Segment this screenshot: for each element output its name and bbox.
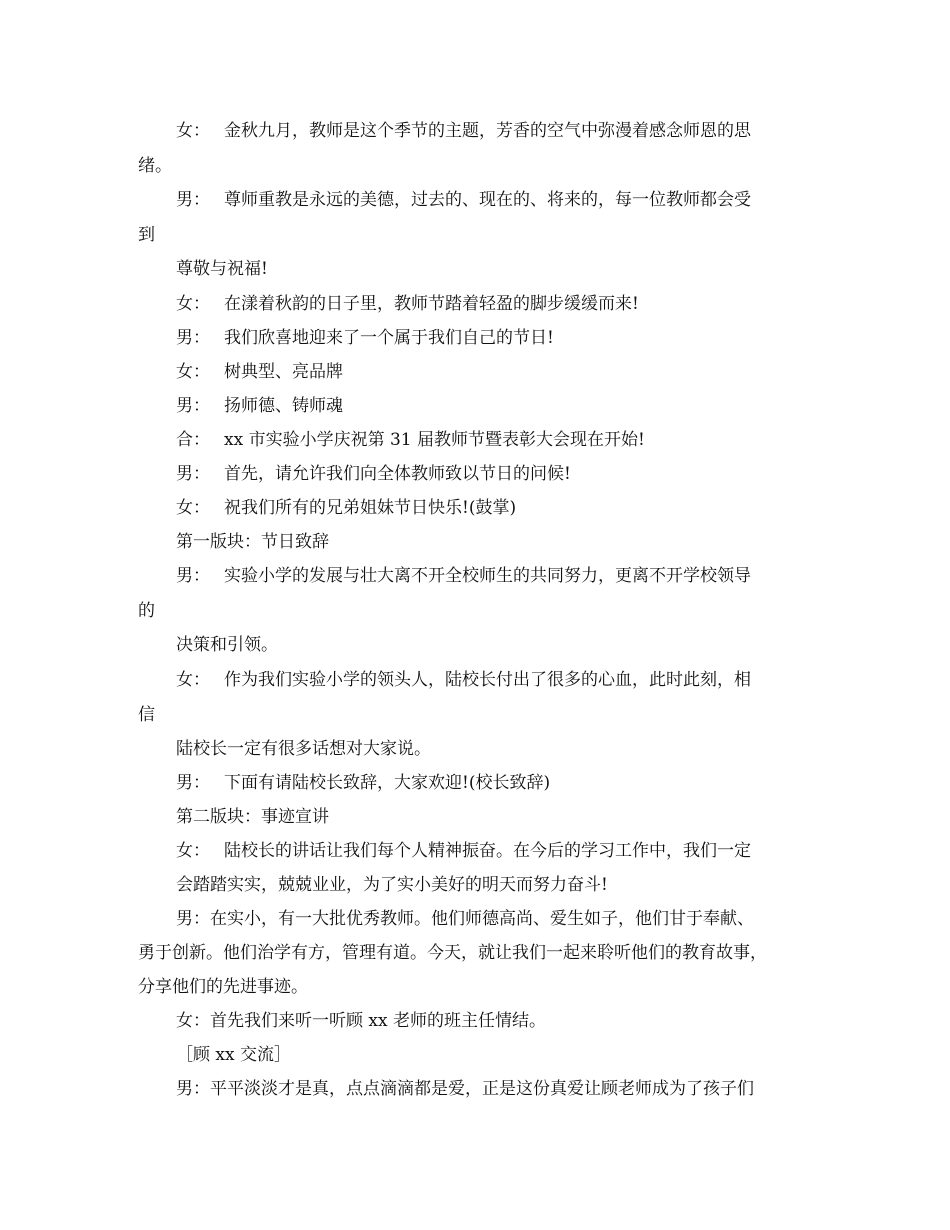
line-text: 男：平平淡淡才是真，点点滴滴都是爱，正是这份真爱让顾老师成为了孩子们 (176, 1079, 754, 1099)
dialogue-line (176, 189, 751, 211)
line-text: 尊敬与祝福! (176, 259, 268, 279)
line-text: 到 (138, 225, 155, 245)
line-text: 男：在实小，有一大批优秀教师。他们师德高尚、爱生如子，他们甘于奉献、 (176, 909, 754, 929)
section-heading (176, 531, 329, 553)
speaker-label: 男： (176, 328, 210, 348)
dialogue-line (176, 120, 751, 142)
line-text: 尊师重教是永远的美德，过去的、现在的、将来的，每一位教师都会受 (224, 190, 751, 210)
section-heading (176, 806, 329, 828)
dialogue-line (176, 772, 550, 794)
line-text: 陆校长的讲话让我们每个人精神振奋。在今后的学习工作中，我们一定 (224, 841, 751, 861)
line-text: 信 (138, 705, 155, 725)
dialogue-line (176, 293, 639, 315)
continuation-line (138, 704, 155, 726)
continuation-line (138, 155, 172, 177)
speaker-label: 女： (176, 498, 210, 518)
line-text: 下面有请陆校长致辞，大家欢迎!(校长致辞) (224, 773, 551, 793)
continuation-line (138, 224, 155, 246)
line-text: 决策和引领。 (176, 635, 278, 655)
speaker-label: 女： (176, 841, 210, 861)
continuation-line (176, 874, 608, 896)
line-text: xx 市实验小学庆祝第 31 届教师节暨表彰大会现在开始! (224, 430, 645, 450)
speaker-label: 女： (176, 121, 210, 141)
line-text: 绪。 (138, 156, 172, 176)
line-text: 分享他们的先进事迹。 (138, 977, 308, 997)
speaker-label: 男： (176, 566, 210, 586)
dialogue-line (176, 361, 343, 383)
speaker-label: 男： (176, 396, 210, 416)
speaker-label: 男： (176, 190, 210, 210)
line-text: 我们欣喜地迎来了一个属于我们自己的节日! (224, 328, 554, 348)
line-text: 首先，请允许我们向全体教师致以节日的问候! (224, 464, 571, 484)
dialogue-line (176, 497, 516, 519)
paragraph-line (176, 1010, 546, 1032)
paragraph-line (138, 976, 308, 998)
dialogue-line (176, 565, 751, 587)
line-text: 的 (138, 601, 155, 621)
dialogue-line (176, 395, 343, 417)
line-text: 陆校长一定有很多话想对大家说。 (176, 739, 431, 759)
line-text: 第一版块：节日致辞 (176, 532, 329, 552)
paragraph-line (176, 1078, 754, 1100)
line-text: 在漾着秋韵的日子里，教师节踏着轻盈的脚步缓缓而来! (224, 294, 639, 314)
line-text: 树典型、亮品牌 (224, 362, 343, 382)
line-text: 会踏踏实实，兢兢业业，为了实小美好的明天而努力奋斗! (176, 875, 608, 895)
dialogue-line (176, 463, 571, 485)
dialogue-line (176, 327, 554, 349)
dialogue-line (176, 840, 751, 862)
speaker-label: 男： (176, 464, 210, 484)
line-text: 祝我们所有的兄弟姐妹节日快乐!(鼓掌) (224, 498, 517, 518)
paragraph-line (176, 908, 754, 930)
speaker-label: 女： (176, 670, 210, 690)
stage-direction (176, 1044, 291, 1066)
continuation-line (176, 738, 431, 760)
line-text: 第二版块：事迹宣讲 (176, 807, 329, 827)
speaker-label: 女： (176, 294, 210, 314)
line-text: 扬师德、铸师魂 (224, 396, 343, 416)
continuation-line (138, 600, 155, 622)
speaker-label: 合： (176, 430, 210, 450)
line-text: 作为我们实验小学的领头人，陆校长付出了很多的心血，此时此刻，相 (224, 670, 751, 690)
line-text: 金秋九月，教师是这个季节的主题，芳香的空气中弥漫着感念师恩的思 (224, 121, 751, 141)
dialogue-line (176, 429, 645, 451)
line-text: 勇于创新。他们治学有方，管理有道。今天，就让我们一起来聆听他们的教育故事， (138, 943, 767, 963)
speaker-label: 女： (176, 362, 210, 382)
line-text: 女：首先我们来听一听顾 xx 老师的班主任情结。 (176, 1011, 546, 1031)
continuation-line (176, 634, 278, 656)
speaker-label: 男： (176, 773, 210, 793)
dialogue-line (176, 669, 751, 691)
continuation-line (176, 258, 268, 280)
paragraph-line (138, 942, 767, 964)
line-text: ［顾 xx 交流］ (176, 1045, 291, 1065)
line-text: 实验小学的发展与壮大离不开全校师生的共同努力，更离不开学校领导 (224, 566, 751, 586)
